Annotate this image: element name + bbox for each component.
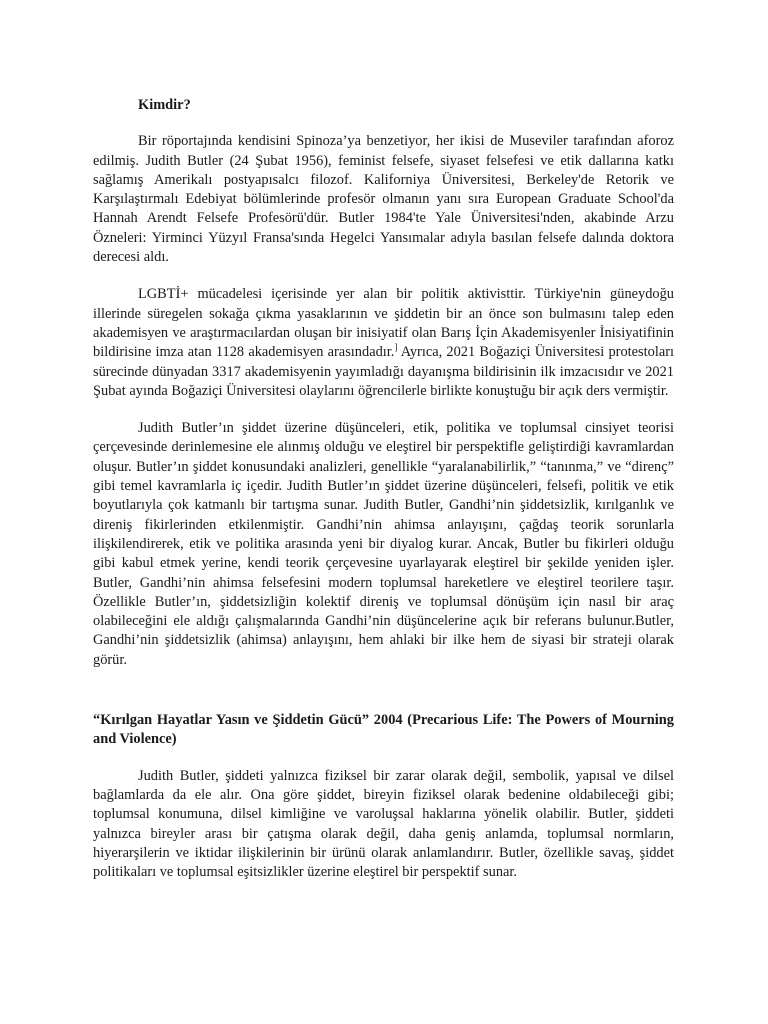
document-page: [93, 96, 674, 900]
paragraph-biography: Bir röportajında kendisini Spinoza’ya benzetiyor, her ikisi de Museviler tarafından aforoz edilmiş. Judith Butler (24 Şubat 1956), feminist felsefe, siyaset felsefesi ve etik dallarına katkı sağlamış Amerikalı postyapısalcı filozof. Kaliforniya Üniversitesi, Berkeley'de Retorik ve Karşılaştırmalı Edebiyat bölümlerinde profesör olmanın yanı sıra European Graduate School'da Hannah Arendt Felsefe Profesörü'dür. Butler 1984'te Yale Üniversitesi'nden, akabinde Arzu Özneleri: Yirminci Yüzyıl Fransa'sında Hegelci Yansımalar adıyla basılan felsefe dalında doktora derecesi aldı.: [93, 133, 674, 266]
paragraph-activism-text-2: Ayrıca, 2021 Boğaziçi Üniversitesi protestoları sürecinde dünyadan 3317 akademisyenin yayımladığı dayanışma bildirisinin ilk imzacısıdır ve 2021 Şubat ayında Boğaziçi Üniversitesi olaylarını öğrencilerle birlikte konuştuğu bir açık ders vermiştir.: [93, 344, 674, 399]
paragraph-precarious-life: Judith Butler, şiddeti yalnızca fiziksel bir zarar olarak değil, sembolik, yapısal ve dilsel bağlamlarda da ele alır. Ona göre şiddet, bireyin fiziksel olarak bedenine oldabileceği gibi; toplumsal konumuna, dilsel kimliğine ve varoluşsal haklarına yönelik olabilir. Butler, şiddeti yalnızca bireyler arası bir çatışma olarak değil, daha geniş anlamda, toplumsal normların, hiyerarşilerin ve iktidar ilişkilerinin bir ürünü olarak anlamlandırır. Butler, özellikle savaş, şiddet politikaları ve toplumsal eşitsizlikler üzerine eleştirel bir perspektif sunar.: [93, 767, 674, 881]
footnote-marker: ]: [394, 342, 398, 353]
paragraph-activism: [93, 285, 674, 401]
section-heading-kimdir: Kimdir?: [138, 97, 191, 113]
section-heading-precarious-life: “Kırılgan Hayatlar Yasın ve Şiddetin Gücü” 2004 (Precarious Life: The Powers of Mourning and Violence): [93, 712, 674, 748]
paragraph-violence-thoughts: Judith Butler’ın şiddet üzerine düşünceleri, etik, politika ve toplumsal cinsiyet teorisi çerçevesinde derinlemesine ele alınmış olduğu ve eleştirel bir perspektifle geliştirdiği kavramlardan oluşur. Butler’ın şiddet konusundaki analizleri, genellikle “yaralanabilirlik,” “tanınma,” ve “direnç” gibi temel kavramlarla iç içedir. Judith Butler’ın şiddet üzerine düşünceleri, felsefi, politik ve etik boyutlarıyla çok katmanlı bir tartışma sunar. Judith Butler, Gandhi’nin şiddetsizlik, kırılganlık ve direniş fikirlerinden etkilenmiştir. Gandhi’nin ahimsa anlayışını, çağdaş teorik sorunlarla ilişkilendirerek, etik ve politika arasında yeni bir diyalog kurar. Ancak, Butler bu fikirleri olduğu gibi kabul etmek yerine, kendi teorik çerçevesine uyarlayarak eleştirel bir şekilde yeniden işler. Butler, Gandhi’nin ahimsa felsefesini modern toplumsal hareketlere ve eleştirel teorilere taşır. Özellikle Butler’ın, şiddetsizliğin kolektif direniş ve toplumsal dönüşüm için nasıl bir araç olabileceğini ele aldığı çalışmalarında Gandhi’nin düşüncelerine açık bir referans bulunur.Butler, Gandhi’nin şiddetsizlik (ahimsa) anlayışını, hem ahlaki bir ilke hem de siyasi bir strateji olarak görür.: [93, 420, 674, 668]
paragraph-activism-text-1: LGBTİ+ mücadelesi içerisinde yer alan bir politik aktivisttir. Türkiye'nin güneydoğu illerinde süregelen sokağa çıkma yasaklarının ve şiddetin bir an önce son bulmasını talep eden akademisyen ve araştırmacılardan oluşan bir inisiyatif olan Barış İçin Akademisyenler İnisiyatifinin bildirisine imza atan 1128 akademisyen arasındadır.: [93, 286, 674, 361]
